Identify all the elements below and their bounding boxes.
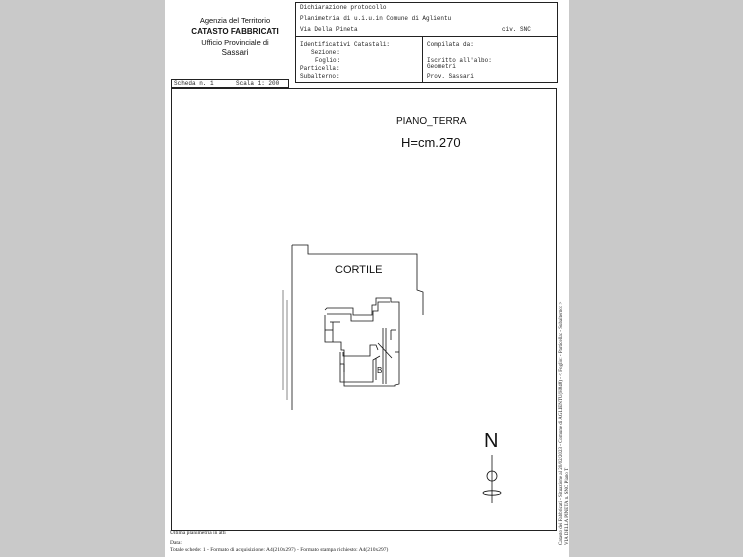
iscritto-label: Iscritto all'albo: bbox=[427, 57, 492, 64]
ultima-label: Ultima planimetria in atti bbox=[170, 530, 226, 536]
dichiarazione-label: Dichiarazione protocollo bbox=[300, 4, 387, 11]
totale-label: Totale schede: 1 - Formato di acquisizione: A4(210x297) - Formato stampa richiesto: A4(210x297) bbox=[170, 547, 389, 553]
compilata-label: Compilata da: bbox=[427, 41, 474, 48]
via-label: Via Della Pineta bbox=[300, 26, 358, 33]
cortile-outline bbox=[292, 245, 423, 315]
floor-label: PIANO_TERRA bbox=[396, 116, 467, 127]
planimetria-label: Planimetria di u.i.u.in Comune di Aglientu bbox=[300, 15, 452, 22]
document-sheet bbox=[165, 0, 569, 557]
room-b-walls bbox=[340, 352, 383, 382]
civ-label: civ. SNC bbox=[502, 26, 531, 33]
sezione-label: Sezione: bbox=[311, 49, 340, 56]
side-vertical-text: Catasto dei Fabbricati - Situazione al 20/02/2023 - Comune di AGLIENTU(H848) - < Foglio: - Particella: - Subalterno: > bbox=[559, 301, 564, 545]
subalterno-label: Subalterno: bbox=[300, 73, 340, 80]
scheda-label: Scheda n. 1 bbox=[174, 80, 214, 87]
catasto-title: CATASTO FABBRICATI bbox=[191, 27, 279, 36]
room-b-label: B bbox=[377, 366, 383, 375]
cortile-label: CORTILE bbox=[335, 264, 383, 276]
building-outline bbox=[325, 298, 399, 386]
floor-plan-drawing bbox=[165, 0, 569, 557]
foglio-label: Foglio: bbox=[315, 57, 341, 64]
scala-label: Scala 1: 200 bbox=[236, 80, 280, 87]
data-label: Data: bbox=[170, 540, 182, 546]
ufficio-label: Ufficio Provinciale di bbox=[201, 38, 269, 47]
height-label: H=cm.270 bbox=[401, 135, 461, 150]
agency-name: Agenzia del Territorio bbox=[199, 16, 271, 25]
prov-label: Prov. Sassari bbox=[427, 73, 474, 80]
side-vertical-text-2: VIA DELLA PINETA n. SNC Piano T bbox=[565, 467, 570, 545]
geometri-label: Geometri bbox=[427, 63, 456, 70]
particella-label: Particella: bbox=[300, 65, 340, 72]
city-label: Sassari bbox=[221, 48, 249, 57]
identificativi-label: Identificativi Catastali: bbox=[300, 41, 391, 48]
north-label: N bbox=[484, 430, 499, 452]
